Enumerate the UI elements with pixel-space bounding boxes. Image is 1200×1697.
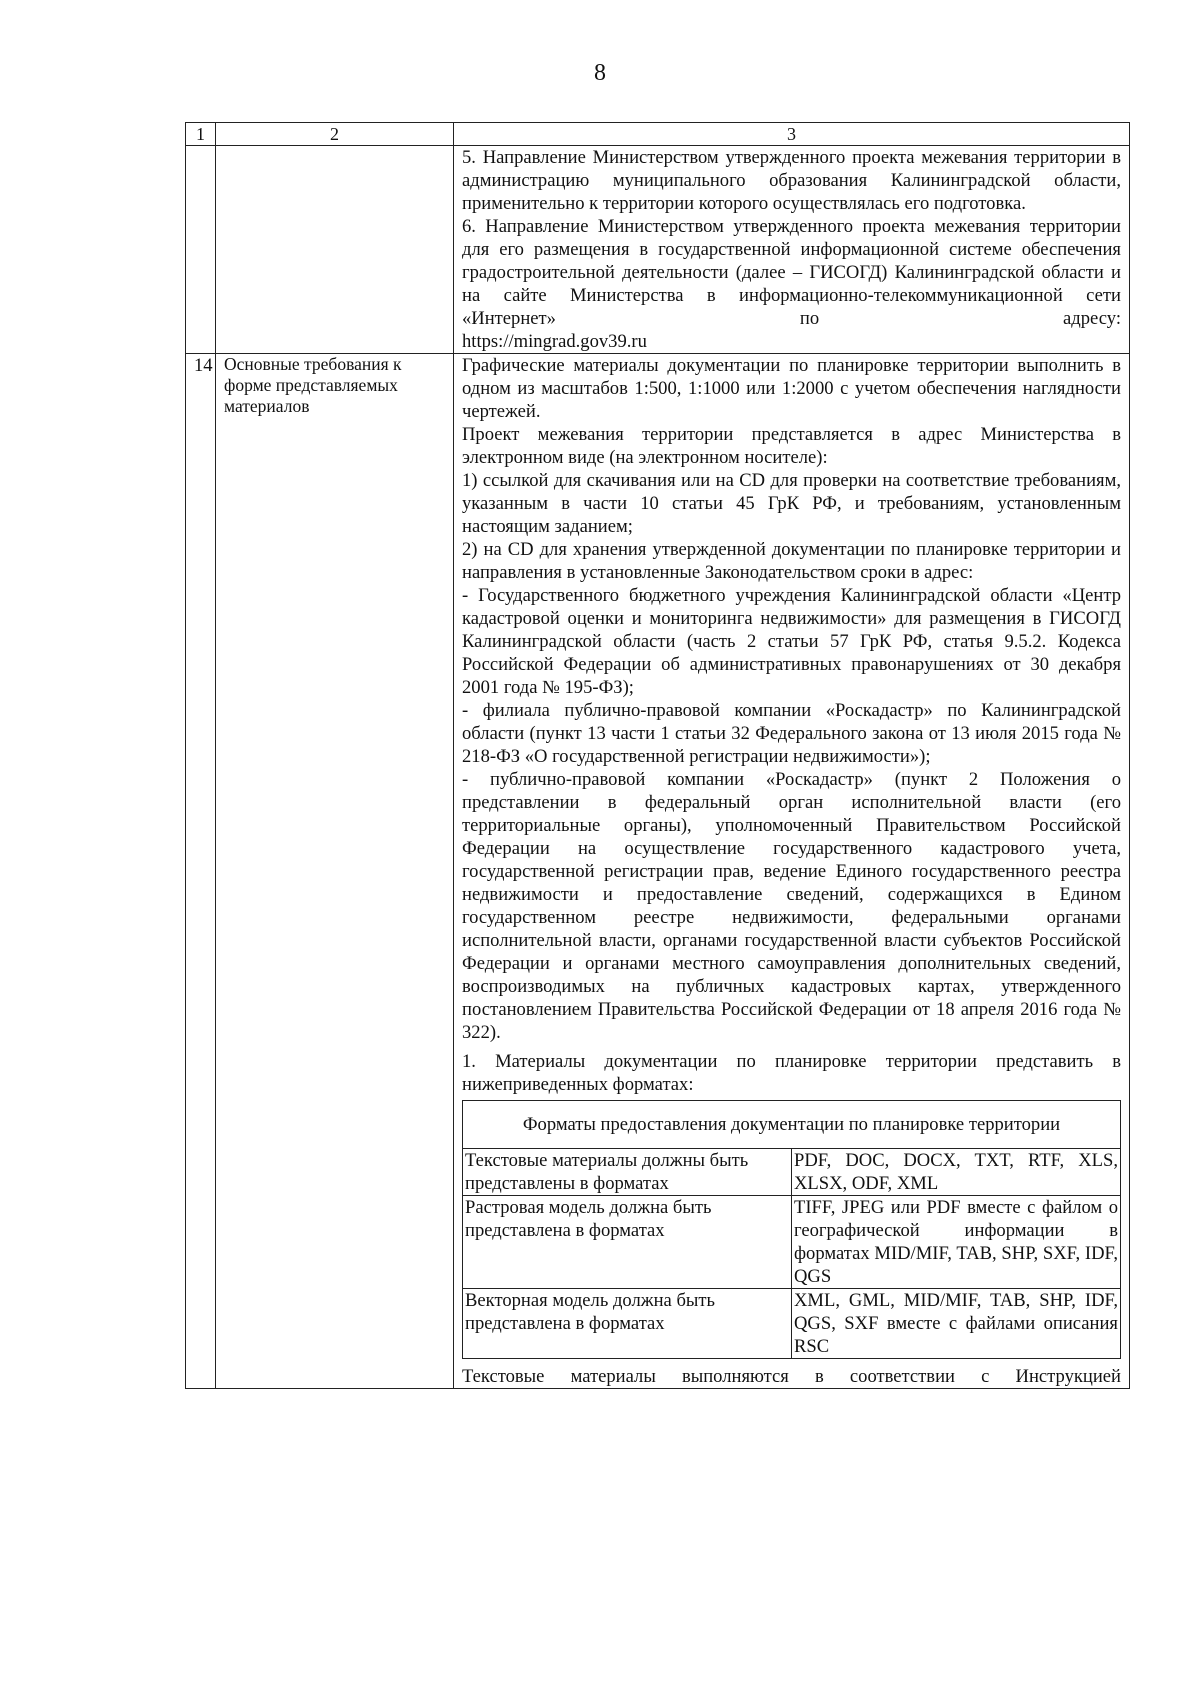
format-type: Векторная модель должна быть представлена в форматах — [463, 1289, 792, 1359]
paragraph-bullet-filial: - филиала публично-правовой компании «Роскадастр» по Калининградской области (пункт 13 части 1 статьи 32 Федерального закона от 13 июля 2015 года № 218-ФЗ «О государственной регистрации недвижимости»); — [462, 700, 1121, 767]
format-values: TIFF, JPEG или PDF вместе с файлом о географической информации в форматах MID/MIF, TAB, SHP, SXF, IDF, QGS — [792, 1196, 1121, 1289]
paragraph-item-2: 2) на CD для хранения утвержденной документации по планировке территории и направления в установленные Законодательством сроки в адрес: — [462, 539, 1121, 583]
paragraph-item-1: 1) ссылкой для скачивания или на CD для проверки на соответствие требованиям, указанным в части 10 статьи 45 ГрК РФ, и требованиям, установленным настоящим заданием; — [462, 470, 1121, 537]
formats-row — [463, 1289, 1121, 1359]
closing-text: Текстовые материалы выполняются в соответствии с Инструкцией — [462, 1366, 1121, 1387]
website-url: https://mingrad.gov39.ru — [462, 331, 647, 352]
page-number: 8 — [594, 60, 606, 86]
paragraph-graphics: Графические материалы документации по планировке территории выполнить в одном из масштабов 1:500, 1:1000 или 1:2000 с учетом обеспечения наглядности чертежей. — [462, 355, 1121, 422]
paragraph-bullet-roskadastr: - публично-правовой компании «Роскадастр» (пункт 2 Положения о представлении в федеральный орган исполнительной власти (его территориальные органы), уполномоченный Правительством Российской Федерации на осуществление государственного кадастрового учета, государственной регистрации прав, ведение Единого государственного реестра недвижимости и предоставление сведений, содержащихся в Едином государственном реестре недвижимости, федеральными органами исполнительной власти, органами государственной власти субъектов Российской Федерации и органами местного самоуправления дополнительных сведений, воспроизводимых на публичных кадастровых картах, утвержденного постановлением Правительства Российской Федерации от 18 апреля 2016 года № 322). — [462, 769, 1121, 1043]
paragraph-item-6: 6. Направление Министерством утвержденного проекта межевания территории для его размещения в государственной информационной системе обеспечения градостроительной деятельности (далее – ГИСОГД) Калининградской области и на сайте Министерства в информационно-телекоммуникационной сети «Интернет» по адресу: — [462, 216, 1121, 329]
format-values: PDF, DOC, DOCX, TXT, RTF, XLS, XLSX, ODF, XML — [792, 1149, 1121, 1196]
row-number: 14 — [186, 354, 216, 1389]
header-col-3: 3 — [454, 123, 1130, 146]
header-col-2: 2 — [216, 123, 454, 146]
table-row-14 — [186, 354, 1130, 1389]
paragraph-electronic: Проект межевания территории представляется в адрес Министерства в электронном виде (на электронном носителе): — [462, 424, 1121, 468]
header-col-1: 1 — [186, 123, 216, 146]
row-label-empty — [216, 146, 454, 354]
formats-intro: 1. Материалы документации по планировке территории представить в нижеприведенных форматах: — [462, 1051, 1121, 1095]
requirements-table — [185, 122, 1130, 1389]
formats-table — [462, 1100, 1121, 1359]
continuation-cell — [454, 146, 1130, 354]
table-header-row — [186, 123, 1130, 146]
formats-title: Форматы предоставления документации по планировке территории — [463, 1101, 1121, 1149]
paragraph-item-5: 5. Направление Министерством утвержденного проекта межевания территории в администрацию муниципального образования Калининградской области, применительно к территории которого осуществлялась его подготовка. — [462, 147, 1121, 214]
format-type: Растровая модель должна быть представлена в форматах — [463, 1196, 792, 1289]
row-number-empty — [186, 146, 216, 354]
paragraph-bullet-gbu: - Государственного бюджетного учреждения Калининградской области «Центр кадастровой оценки и мониторинга недвижимости» для размещения в ГИСОГД Калининградской области (часть 2 статьи 57 ГрК РФ, статья 9.5.2. Кодекса Российской Федерации об административных правонарушениях от 30 декабря 2001 года № 195-ФЗ); — [462, 585, 1121, 698]
format-values: XML, GML, MID/MIF, TAB, SHP, IDF, QGS, SXF вместе с файлами описания RSC — [792, 1289, 1121, 1359]
formats-row — [463, 1149, 1121, 1196]
requirements-cell — [454, 354, 1130, 1389]
format-type: Текстовые материалы должны быть представлены в форматах — [463, 1149, 792, 1196]
row-label: Основные требования к форме представляемых материалов — [216, 354, 454, 1389]
formats-row — [463, 1196, 1121, 1289]
formats-title-row — [463, 1101, 1121, 1149]
table-row-continuation — [186, 146, 1130, 354]
